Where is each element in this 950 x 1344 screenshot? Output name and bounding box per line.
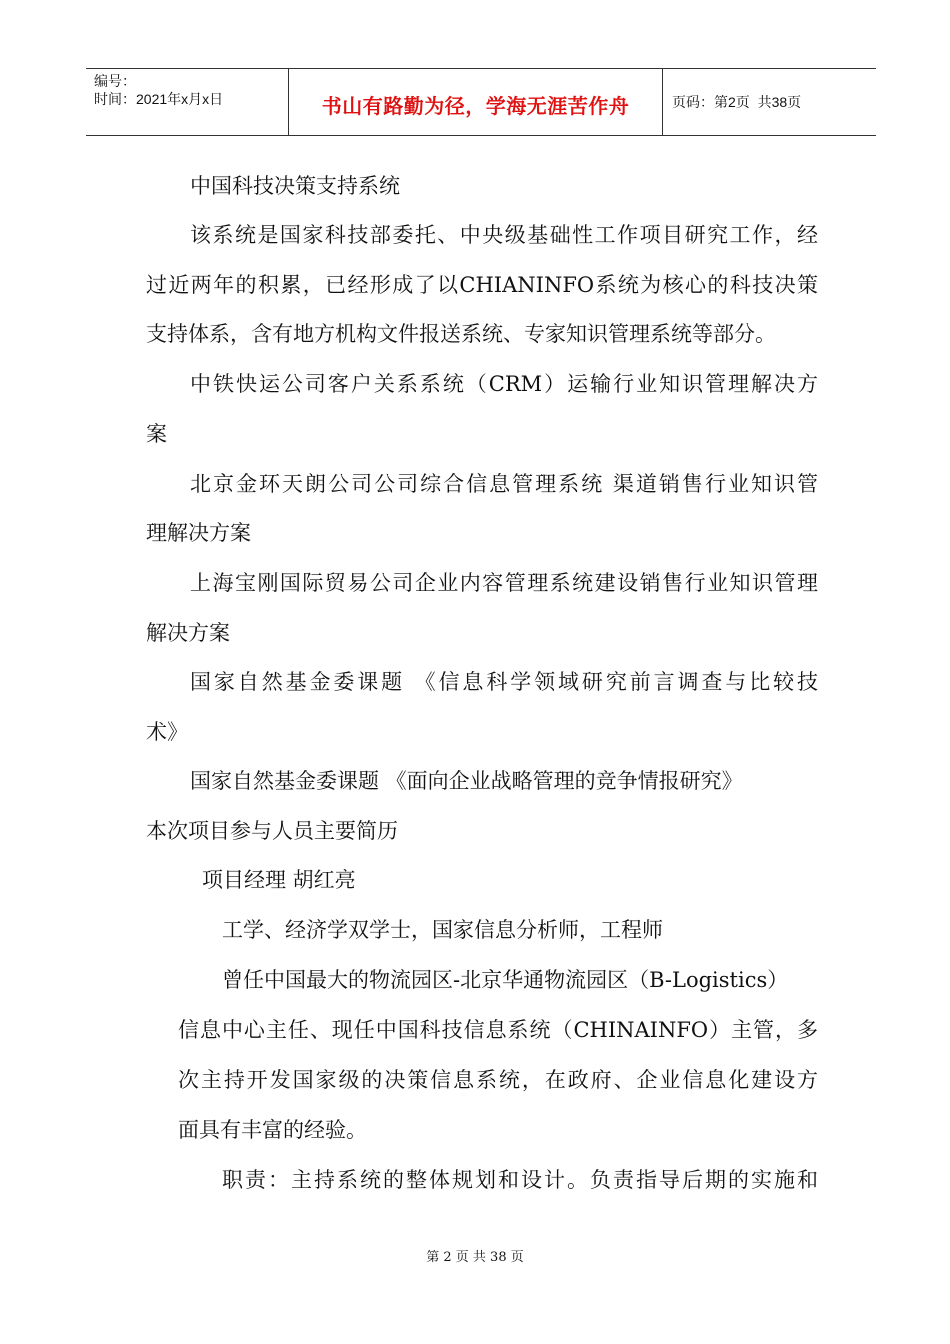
paragraph-line: 工学、经济学双学士，国家信息分析师，工程师 [222, 918, 663, 942]
paragraph-line: 北京金环天朗公司公司综合信息管理系统 渠道销售行业知识管 [190, 472, 818, 496]
paragraph-line: 案 [146, 422, 167, 446]
paragraph-line: 中国科技决策支持系统 [190, 174, 400, 198]
header-number-label: 编号： [94, 73, 136, 89]
paragraph-line: 信息中心主任、现任中国科技信息系统（CHINAINFO）主管，多 [178, 1018, 818, 1042]
paragraph-line: 支持体系，含有地方机构文件报送系统、专家知识管理系统等部分。 [146, 322, 776, 346]
page-footer [0, 1246, 950, 1265]
paragraph-line: 术》 [146, 720, 188, 744]
page-header [86, 68, 876, 136]
paragraph-line: 上海宝刚国际贸易公司企业内容管理系统建设销售行业知识管理 [190, 571, 818, 595]
paragraph-line: 解决方案 [146, 621, 230, 645]
header-motto-cell [289, 69, 663, 135]
paragraph-line: 次主持开发国家级的决策信息系统，在政府、企业信息化建设方 [178, 1068, 818, 1092]
paragraph-line: 该系统是国家科技部委托、中央级基础性工作项目研究工作，经 [190, 223, 818, 247]
paragraph-line: 职责：主持系统的整体规划和设计。负责指导后期的实施和 [222, 1168, 818, 1192]
header-page-label: 页码：第2页 共38页 [672, 94, 802, 110]
paragraph-line: 理解决方案 [146, 521, 251, 545]
paragraph-line: 曾任中国最大的物流园区-北京华通物流园区（B-Logistics） [222, 968, 789, 992]
header-motto: 书山有路勤为径，学海无涯苦作舟 [321, 93, 630, 118]
paragraph-line: 过近两年的积累，已经形成了以CHIANINFO系统为核心的科技决策 [146, 273, 818, 297]
header-meta-cell [86, 69, 289, 135]
paragraph-line: 中铁快运公司客户关系系统（CRM）运输行业知识管理解决方 [190, 372, 818, 396]
header-page-cell [663, 69, 876, 135]
footer-page-number: 第 2 页 共 38 页 [426, 1250, 524, 1265]
section-heading: 本次项目参与人员主要简历 [146, 819, 398, 843]
person-title: 项目经理 胡红亮 [202, 868, 356, 892]
paragraph-line: 国家自然基金委课题 《信息科学领域研究前言调查与比较技 [190, 670, 818, 694]
paragraph-line: 面具有丰富的经验。 [178, 1118, 367, 1142]
paragraph-line: 国家自然基金委课题 《面向企业战略管理的竞争情报研究》 [190, 769, 743, 793]
header-time-label: 时间：2021年x月x日 [94, 91, 224, 107]
